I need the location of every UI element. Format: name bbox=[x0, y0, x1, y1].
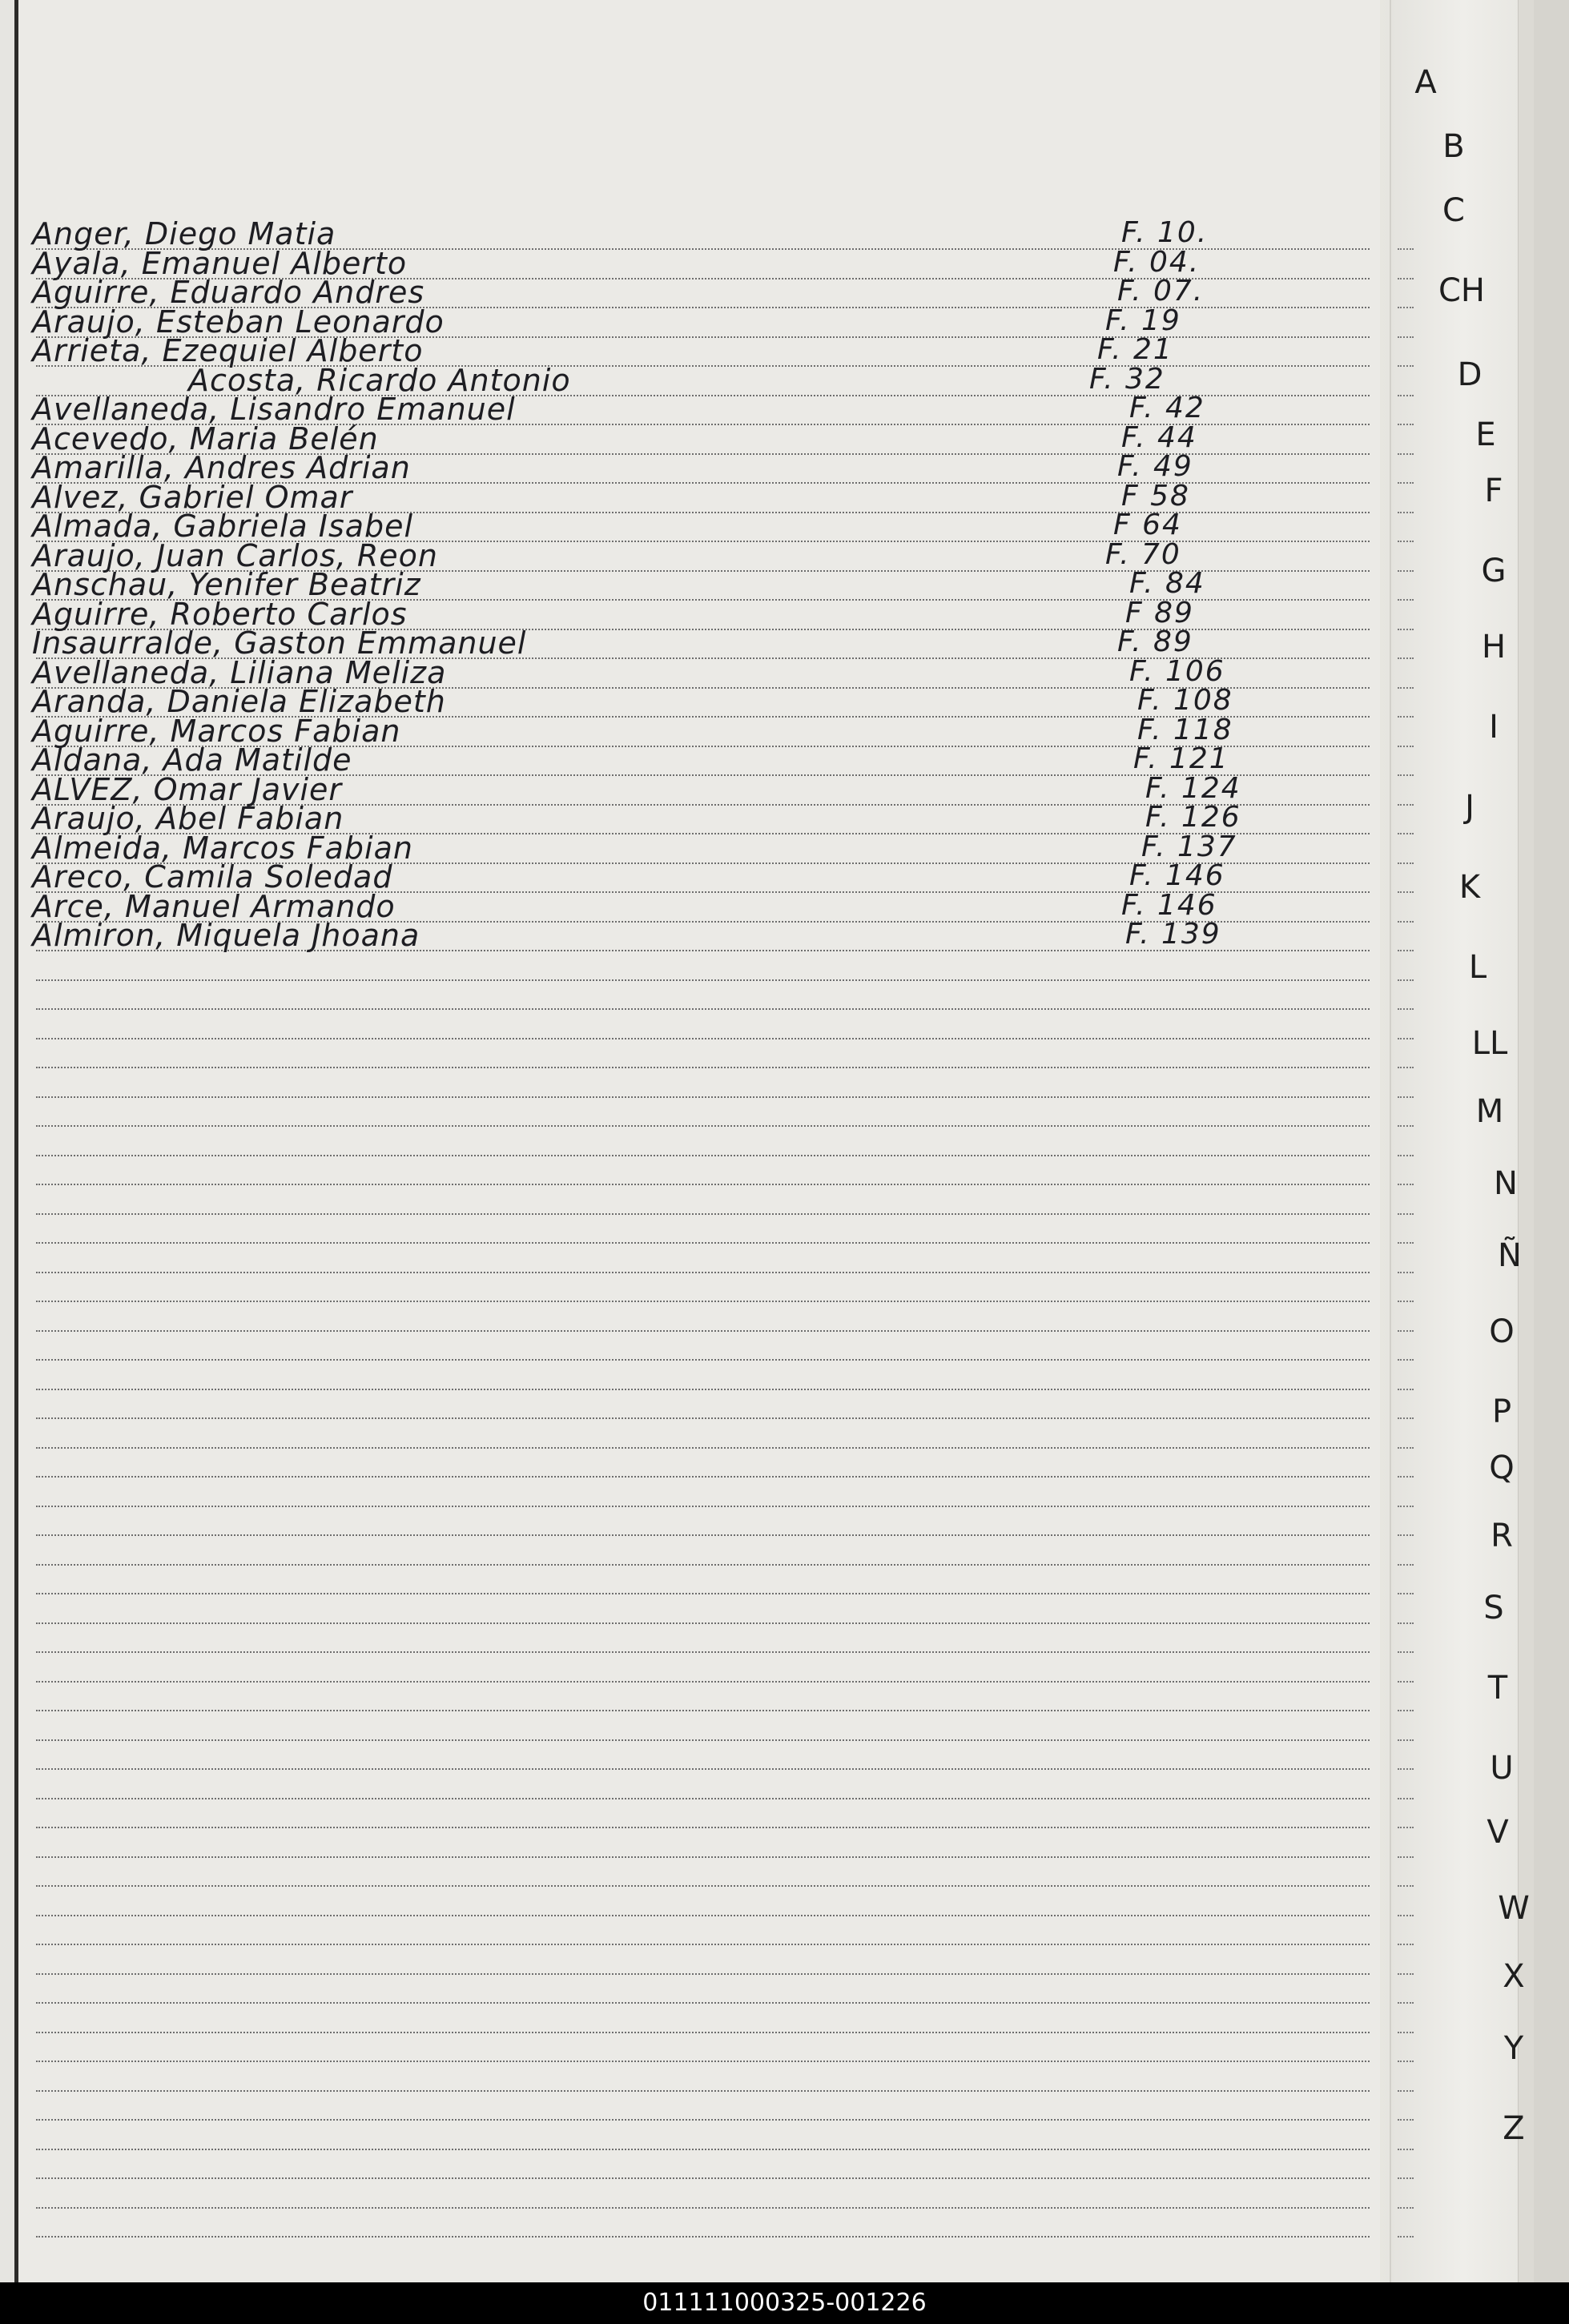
ruled-line bbox=[36, 1681, 1370, 1683]
tab-ruled-line bbox=[1398, 1125, 1414, 1127]
tab-ruled-line bbox=[1398, 1534, 1414, 1536]
tab-ruled-line bbox=[1398, 336, 1414, 338]
tab-o[interactable]: O bbox=[1489, 1313, 1515, 1350]
ruled-line bbox=[36, 2177, 1370, 2179]
tab-ruled-line bbox=[1398, 1447, 1414, 1449]
tab-ruled-line bbox=[1398, 950, 1414, 951]
entry-folio: F. 146 bbox=[1129, 859, 1225, 892]
ruled-line bbox=[36, 1739, 1370, 1741]
entry-folio: F. 108 bbox=[1137, 684, 1233, 717]
tab-ruled-line bbox=[1398, 862, 1414, 864]
ruled-line bbox=[36, 1651, 1370, 1653]
entry-folio: F. 121 bbox=[1133, 742, 1229, 775]
tab-ruled-line bbox=[1398, 979, 1414, 981]
tab-ruled-line bbox=[1398, 804, 1414, 806]
tab-ruled-line bbox=[1398, 1272, 1414, 1273]
tab-ruled-line bbox=[1398, 716, 1414, 718]
tab-z[interactable]: Z bbox=[1503, 2110, 1525, 2147]
tab-r[interactable]: R bbox=[1491, 1518, 1513, 1554]
ruled-line bbox=[36, 1534, 1370, 1536]
tab-m[interactable]: M bbox=[1475, 1093, 1504, 1130]
entry-folio: F. 124 bbox=[1145, 772, 1241, 805]
entry-name: Aguirre, Marcos Fabian bbox=[32, 714, 401, 749]
tab-ruled-line bbox=[1398, 1213, 1414, 1215]
tab-a[interactable]: A bbox=[1414, 64, 1437, 101]
entry-name: Amarilla, Andres Adrian bbox=[32, 450, 411, 485]
entry-name: Almiron, Miquela Jhoana bbox=[32, 918, 420, 953]
entry-name: Areco, Camila Soledad bbox=[32, 859, 393, 895]
scan-footer bbox=[0, 2282, 1569, 2324]
ruled-line bbox=[36, 1768, 1370, 1770]
ruled-line bbox=[36, 2207, 1370, 2209]
tab-ruled-line bbox=[1398, 1973, 1414, 1975]
ruled-line bbox=[36, 1125, 1370, 1127]
binding-edge bbox=[14, 0, 18, 2282]
tab-ruled-line bbox=[1398, 1798, 1414, 1799]
ruled-line bbox=[36, 1827, 1370, 1828]
ruled-line bbox=[36, 1506, 1370, 1507]
entry-name: Arrieta, Ezequiel Alberto bbox=[32, 333, 424, 368]
tab-ruled-line bbox=[1398, 1593, 1414, 1594]
tab-ruled-line bbox=[1398, 687, 1414, 689]
ruled-line bbox=[36, 1155, 1370, 1156]
ruled-line bbox=[36, 1213, 1370, 1215]
tab-ruled-line bbox=[1398, 746, 1414, 747]
tab-t[interactable]: T bbox=[1487, 1670, 1508, 1707]
entry-name: Araujo, Esteban Leonardo bbox=[32, 304, 445, 340]
entry-name: Araujo, Abel Fabian bbox=[32, 801, 344, 836]
entry-folio: F. 118 bbox=[1137, 714, 1233, 746]
tab-ruled-line bbox=[1398, 2090, 1414, 2092]
ruled-line bbox=[36, 2236, 1370, 2238]
entry-folio: F. 42 bbox=[1129, 392, 1205, 424]
ruled-line bbox=[36, 1330, 1370, 1332]
tab-ruled-line bbox=[1398, 657, 1414, 659]
entry-folio: F. 21 bbox=[1097, 333, 1173, 366]
ruled-line bbox=[36, 1359, 1370, 1361]
entry-name: ALVEZ, Omar Javier bbox=[32, 772, 343, 807]
tab-ruled-line bbox=[1398, 1944, 1414, 1945]
ruled-line bbox=[36, 1242, 1370, 1244]
entry-name: Araujo, Juan Carlos, Reon bbox=[32, 538, 439, 573]
ruled-line bbox=[36, 1973, 1370, 1975]
tab-ruled-line bbox=[1398, 1038, 1414, 1039]
ruled-line bbox=[36, 1301, 1370, 1302]
tab-ruled-line bbox=[1398, 1242, 1414, 1244]
entry-name: Acevedo, Maria Belén bbox=[32, 421, 379, 456]
entry-name: Anschau, Yenifer Beatriz bbox=[32, 567, 421, 602]
ruled-line bbox=[36, 1476, 1370, 1478]
tab-ruled-line bbox=[1398, 1184, 1414, 1185]
tab-ruled-line bbox=[1398, 278, 1414, 279]
ruled-line bbox=[36, 1067, 1370, 1068]
tab-ruled-line bbox=[1398, 2002, 1414, 2004]
tab-ruled-line bbox=[1398, 1008, 1414, 1010]
tab-l[interactable]: L bbox=[1468, 949, 1487, 986]
tab-ruled-line bbox=[1398, 1651, 1414, 1653]
ruled-line bbox=[36, 1915, 1370, 1916]
entry-name: Acosta, Ricardo Antonio bbox=[188, 363, 571, 398]
tab-ruled-line bbox=[1398, 833, 1414, 834]
entry-folio: F. 146 bbox=[1121, 889, 1217, 922]
tab-ruled-line bbox=[1398, 891, 1414, 893]
tab-ruled-line bbox=[1398, 248, 1414, 250]
tab-ruled-line bbox=[1398, 1710, 1414, 1711]
ruled-line bbox=[36, 1038, 1370, 1039]
entry-name: Almeida, Marcos Fabian bbox=[32, 830, 413, 866]
tab-c[interactable]: C bbox=[1442, 192, 1465, 229]
entry-folio: F 89 bbox=[1125, 597, 1194, 629]
tab-ruled-line bbox=[1398, 570, 1414, 572]
tab-ruled-line bbox=[1398, 1417, 1414, 1419]
entry-folio: F. 44 bbox=[1121, 421, 1197, 454]
alphabet-tab-strip bbox=[1390, 0, 1535, 2282]
entry-folio: F 64 bbox=[1113, 509, 1182, 541]
tab-ruled-line bbox=[1398, 2032, 1414, 2033]
ruled-line bbox=[36, 2002, 1370, 2004]
entry-folio: F. 89 bbox=[1117, 625, 1193, 658]
ruled-line bbox=[36, 1593, 1370, 1594]
tab-ruled-line bbox=[1398, 1915, 1414, 1916]
entry-name: Anger, Diego Matia bbox=[32, 216, 336, 251]
tab-ruled-line bbox=[1398, 774, 1414, 776]
tab-ruled-line bbox=[1398, 307, 1414, 308]
ruled-line bbox=[36, 1447, 1370, 1449]
entry-folio: F. 84 bbox=[1129, 567, 1205, 600]
tab-ruled-line bbox=[1398, 1885, 1414, 1887]
tab-h[interactable]: H bbox=[1481, 629, 1507, 665]
tab-v[interactable]: V bbox=[1487, 1814, 1509, 1851]
entry-folio: F. 04. bbox=[1113, 246, 1201, 279]
tab-ruled-line bbox=[1398, 1301, 1414, 1302]
tab-ruled-line bbox=[1398, 1506, 1414, 1507]
tab-ruled-line bbox=[1398, 1067, 1414, 1068]
ruled-line bbox=[36, 2119, 1370, 2121]
ruled-line bbox=[36, 1389, 1370, 1390]
tab-b[interactable]: B bbox=[1442, 128, 1465, 165]
ruled-line bbox=[36, 2149, 1370, 2150]
tab-ruled-line bbox=[1398, 1096, 1414, 1098]
entry-name: Aguirre, Roberto Carlos bbox=[32, 597, 408, 632]
entry-name: Aldana, Ada Matilde bbox=[32, 742, 352, 778]
entry-folio: F 58 bbox=[1121, 480, 1190, 513]
ruled-line bbox=[36, 1856, 1370, 1858]
tab-ruled-line bbox=[1398, 2236, 1414, 2238]
entry-folio: F. 19 bbox=[1105, 304, 1181, 337]
tab-ruled-line bbox=[1398, 2149, 1414, 2150]
tab-ruled-line bbox=[1398, 1681, 1414, 1683]
ruled-line bbox=[36, 1008, 1370, 1010]
tab-ruled-line bbox=[1398, 424, 1414, 425]
page-right-edge bbox=[1534, 0, 1569, 2282]
entry-folio: F. 106 bbox=[1129, 655, 1225, 688]
tab-ruled-line bbox=[1398, 512, 1414, 513]
entry-name: Alvez, Gabriel Omar bbox=[32, 480, 353, 515]
ruled-line bbox=[36, 1798, 1370, 1799]
tab-f[interactable]: F bbox=[1484, 472, 1503, 509]
entry-folio: F. 49 bbox=[1117, 450, 1193, 483]
document-code: 011111000325-001226 bbox=[642, 2289, 927, 2317]
tab-ruled-line bbox=[1398, 2207, 1414, 2209]
tab-ruled-line bbox=[1398, 1389, 1414, 1390]
tab-ruled-line bbox=[1398, 1564, 1414, 1566]
tab-ruled-line bbox=[1398, 1856, 1414, 1858]
tab-k[interactable]: K bbox=[1458, 869, 1481, 906]
entry-folio: F. 137 bbox=[1141, 830, 1237, 863]
tab-ruled-line bbox=[1398, 365, 1414, 367]
ruled-line bbox=[36, 2061, 1370, 2062]
tab-ruled-line bbox=[1398, 395, 1414, 396]
tab-s[interactable]: S bbox=[1483, 1590, 1504, 1626]
entry-name: Avellaneda, Lisandro Emanuel bbox=[32, 392, 516, 427]
tab-ch[interactable]: CH bbox=[1438, 272, 1485, 309]
entry-folio: F. 32 bbox=[1089, 363, 1165, 396]
tab-ruled-line bbox=[1398, 453, 1414, 455]
ruled-line bbox=[36, 2032, 1370, 2033]
tab-x[interactable]: X bbox=[1503, 1958, 1525, 1995]
entry-folio: F. 70 bbox=[1105, 538, 1181, 571]
entry-folio: F. 10. bbox=[1121, 216, 1209, 249]
entry-name: Arce, Manuel Armando bbox=[32, 889, 396, 924]
tab-y[interactable]: Y bbox=[1503, 2030, 1524, 2067]
entry-folio: F. 126 bbox=[1145, 801, 1241, 834]
entry-name: Aranda, Daniela Elizabeth bbox=[32, 684, 446, 719]
tab-ñ[interactable]: Ñ bbox=[1498, 1237, 1522, 1274]
tab-ruled-line bbox=[1398, 1330, 1414, 1332]
entry-name: Ayala, Emanuel Alberto bbox=[32, 246, 408, 281]
tab-ruled-line bbox=[1398, 2119, 1414, 2121]
ruled-line bbox=[36, 2090, 1370, 2092]
tab-strip-edge bbox=[1518, 0, 1535, 2282]
tab-ruled-line bbox=[1398, 2061, 1414, 2062]
tab-ruled-line bbox=[1398, 921, 1414, 923]
ruled-line bbox=[36, 1885, 1370, 1887]
ruled-line bbox=[36, 1096, 1370, 1098]
tab-ruled-line bbox=[1398, 629, 1414, 630]
tab-ruled-line bbox=[1398, 1155, 1414, 1156]
ruled-line bbox=[36, 1622, 1370, 1624]
tab-j[interactable]: J bbox=[1465, 789, 1474, 826]
ruled-line bbox=[36, 1272, 1370, 1273]
ruled-line bbox=[36, 1564, 1370, 1566]
tab-ruled-line bbox=[1398, 1827, 1414, 1828]
entry-name: Avellaneda, Liliana Meliza bbox=[32, 655, 447, 690]
tab-u[interactable]: U bbox=[1490, 1750, 1514, 1787]
tab-ruled-line bbox=[1398, 1622, 1414, 1624]
tab-ruled-line bbox=[1398, 1476, 1414, 1478]
entry-name: Aguirre, Eduardo Andres bbox=[32, 275, 425, 310]
tab-ruled-line bbox=[1398, 482, 1414, 484]
tab-ruled-line bbox=[1398, 1359, 1414, 1361]
tab-ruled-line bbox=[1398, 2177, 1414, 2179]
tab-d[interactable]: D bbox=[1457, 356, 1483, 393]
tab-e[interactable]: E bbox=[1475, 416, 1496, 453]
tab-i[interactable]: I bbox=[1489, 709, 1499, 746]
tab-ruled-line bbox=[1398, 1768, 1414, 1770]
tab-p[interactable]: P bbox=[1491, 1393, 1512, 1430]
tab-ruled-line bbox=[1398, 1739, 1414, 1741]
tab-ll[interactable]: LL bbox=[1471, 1025, 1508, 1062]
tab-w[interactable]: W bbox=[1498, 1890, 1530, 1927]
tab-n[interactable]: N bbox=[1494, 1165, 1518, 1202]
ruled-line bbox=[36, 1417, 1370, 1419]
tab-ruled-line bbox=[1398, 541, 1414, 542]
ruled-line bbox=[36, 1710, 1370, 1711]
entry-folio: F. 07. bbox=[1117, 275, 1205, 308]
tab-g[interactable]: G bbox=[1481, 553, 1507, 589]
ruled-line bbox=[36, 1184, 1370, 1185]
tab-q[interactable]: Q bbox=[1489, 1449, 1515, 1486]
entry-name: Insaurralde, Gaston Emmanuel bbox=[32, 625, 527, 661]
tab-ruled-line bbox=[1398, 599, 1414, 601]
entry-name: Almada, Gabriela Isabel bbox=[32, 509, 414, 544]
entry-folio: F. 139 bbox=[1125, 918, 1221, 951]
ruled-line bbox=[36, 979, 1370, 981]
ruled-line bbox=[36, 1944, 1370, 1945]
